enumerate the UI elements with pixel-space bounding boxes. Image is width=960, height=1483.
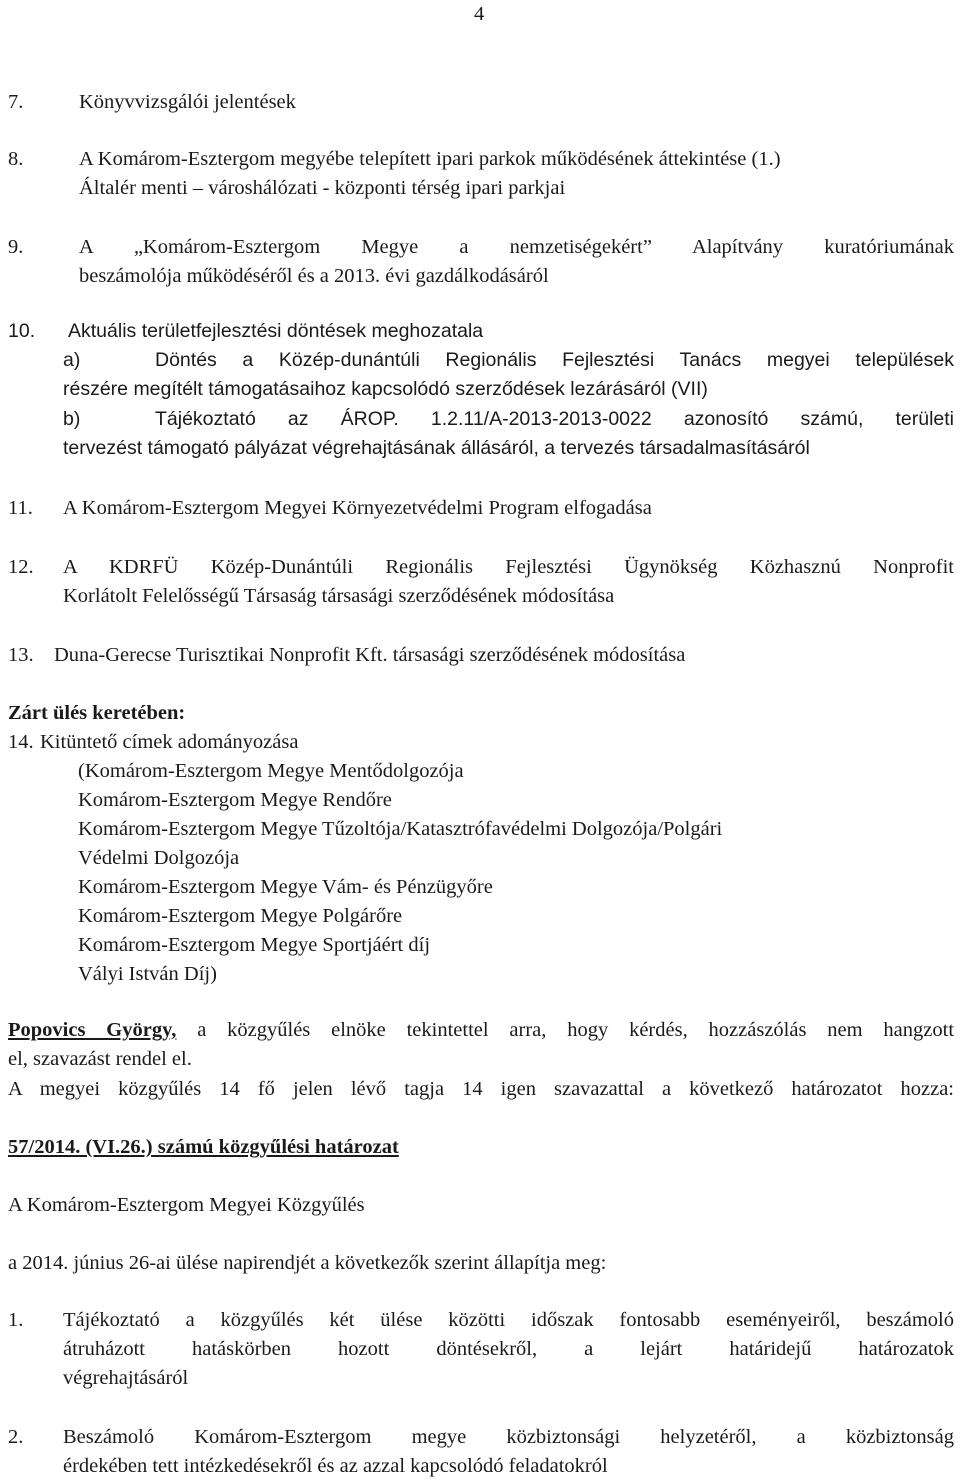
agenda-item-number: 8. xyxy=(8,148,24,170)
chair-name: Popovics György, xyxy=(8,1019,177,1041)
assembly-name: A Komárom-Esztergom Megyei Közgyűlés xyxy=(8,1194,365,1216)
agenda-item-text: A „Komárom-Esztergom Megye a nemzetiségekért” Alapítvány kuratóriumának xyxy=(79,236,954,258)
agenda-item-number: 10. xyxy=(8,320,36,342)
resolution-item-2 xyxy=(8,1423,954,1483)
agenda-intro: a 2014. június 26-ai ülése napirendjét a következők szerint állapítja meg: xyxy=(8,1252,607,1274)
agenda-item-text: A Komárom-Esztergom Megyei Környezetvédelmi Program elfogadása xyxy=(63,497,652,519)
resolution-item-text-cont: átruházott hatáskörben hozott döntésekről, a lejárt határidejű határozatok xyxy=(63,1338,954,1360)
resolution-item-text-end: érdekében tett intézkedésekről és az azzal kapcsolódó feladatokról xyxy=(63,1455,608,1477)
subitem-label: b) xyxy=(63,408,81,430)
agenda-item-text: Könyvvizsgálói jelentések xyxy=(79,91,296,113)
award-item: Komárom-Esztergom Megye Tűzoltója/Katasztrófavédelmi Dolgozója/Polgári xyxy=(78,818,723,840)
agenda-item-text-cont: Általér menti – városhálózati - központi térség ipari parkjai xyxy=(79,177,566,199)
vote-line: A megyei közgyűlés 14 fő jelen lévő tagja 14 igen szavazattal a következő határozatot hozza: xyxy=(8,1078,954,1100)
award-item: Komárom-Esztergom Megye Vám- és Pénzügyőre xyxy=(78,876,493,898)
agenda-item-14 xyxy=(8,728,908,758)
subitem-text-cont: részére megítélt támogatásaihoz kapcsolódó szerződések lezárásáról (VII) xyxy=(63,378,708,400)
award-item: Komárom-Esztergom Megye Sportjáért díj xyxy=(78,934,431,956)
agenda-item-number: 14. xyxy=(8,731,34,753)
agenda-item-9 xyxy=(8,233,954,293)
page-number: 4 xyxy=(474,3,485,25)
agenda-item-8 xyxy=(8,145,948,205)
agenda-item-number: 7. xyxy=(8,91,24,113)
agenda-item-13 xyxy=(8,641,948,671)
award-item: (Komárom-Esztergom Megye Mentődolgozója xyxy=(78,760,464,782)
chair-text: a közgyűlés elnöke tekintettel arra, hogy kérdés, hozzászólás nem hangzott xyxy=(197,1019,955,1041)
award-item: Védelmi Dolgozója xyxy=(78,847,240,869)
agenda-item-7 xyxy=(8,88,948,118)
resolution-item-text-end: végrehajtásáról xyxy=(63,1367,189,1389)
closed-session-heading: Zárt ülés keretében: xyxy=(8,702,186,724)
chair-text-cont: el, szavazást rendel el. xyxy=(8,1048,192,1070)
agenda-item-text: Duna-Gerecse Turisztikai Nonprofit Kft. társasági szerződésének módosítása xyxy=(54,644,686,666)
subitem-label: a) xyxy=(63,349,81,371)
resolution-item-number: 2. xyxy=(8,1426,24,1448)
resolution-item-text: Tájékoztató a közgyűlés két ülése közötti időszak fontosabb eseményeiről, beszámoló xyxy=(63,1309,954,1331)
resolution-title: 57/2014. (VI.26.) számú közgyűlési határozat xyxy=(8,1136,399,1158)
subitem-text-cont: tervezést támogató pályázat végrehajtásának állásáról, a tervezés társadalmasításáról xyxy=(63,437,810,459)
chair-statement xyxy=(8,1016,954,1074)
agenda-item-title: Aktuális területfejlesztési döntések meghozatala xyxy=(68,320,484,342)
agenda-item-text-cont: beszámolója működéséről és a 2013. évi gazdálkodásáról xyxy=(79,265,549,287)
award-item: Vályi István Díj) xyxy=(78,963,217,985)
agenda-item-number: 9. xyxy=(8,236,24,258)
agenda-item-11 xyxy=(8,494,948,524)
resolution-item-1 xyxy=(8,1306,954,1396)
agenda-item-text: Kitüntető címek adományozása xyxy=(40,731,299,753)
agenda-item-12 xyxy=(8,553,954,613)
agenda-item-text: A KDRFÜ Közép-Dunántúli Regionális Fejlesztési Ügynökség Közhasznú Nonprofit xyxy=(63,556,954,578)
award-item: Komárom-Esztergom Megye Rendőre xyxy=(78,789,392,811)
agenda-item-number: 13. xyxy=(8,644,34,666)
agenda-item-10 xyxy=(8,317,954,467)
award-item: Komárom-Esztergom Megye Polgárőre xyxy=(78,905,403,927)
subitem-text: Döntés a Közép-dunántúli Regionális Fejlesztési Tanács megyei települések xyxy=(155,349,954,371)
resolution-item-number: 1. xyxy=(8,1309,24,1331)
awards-list xyxy=(78,757,938,989)
agenda-item-text-cont: Korlátolt Felelősségű Társaság társasági szerződésének módosítása xyxy=(63,585,615,607)
agenda-item-number: 11. xyxy=(8,497,33,519)
subitem-text: Tájékoztató az ÁROP. 1.2.11/A-2013-2013-0022 azonosító számú, területi xyxy=(155,408,954,430)
agenda-item-text: A Komárom-Esztergom megyébe telepített ipari parkok működésének áttekintése (1.) xyxy=(79,148,781,170)
agenda-item-number: 12. xyxy=(8,556,34,578)
resolution-item-text: Beszámoló Komárom-Esztergom megye közbiztonsági helyzetéről, a közbiztonság xyxy=(63,1426,954,1448)
